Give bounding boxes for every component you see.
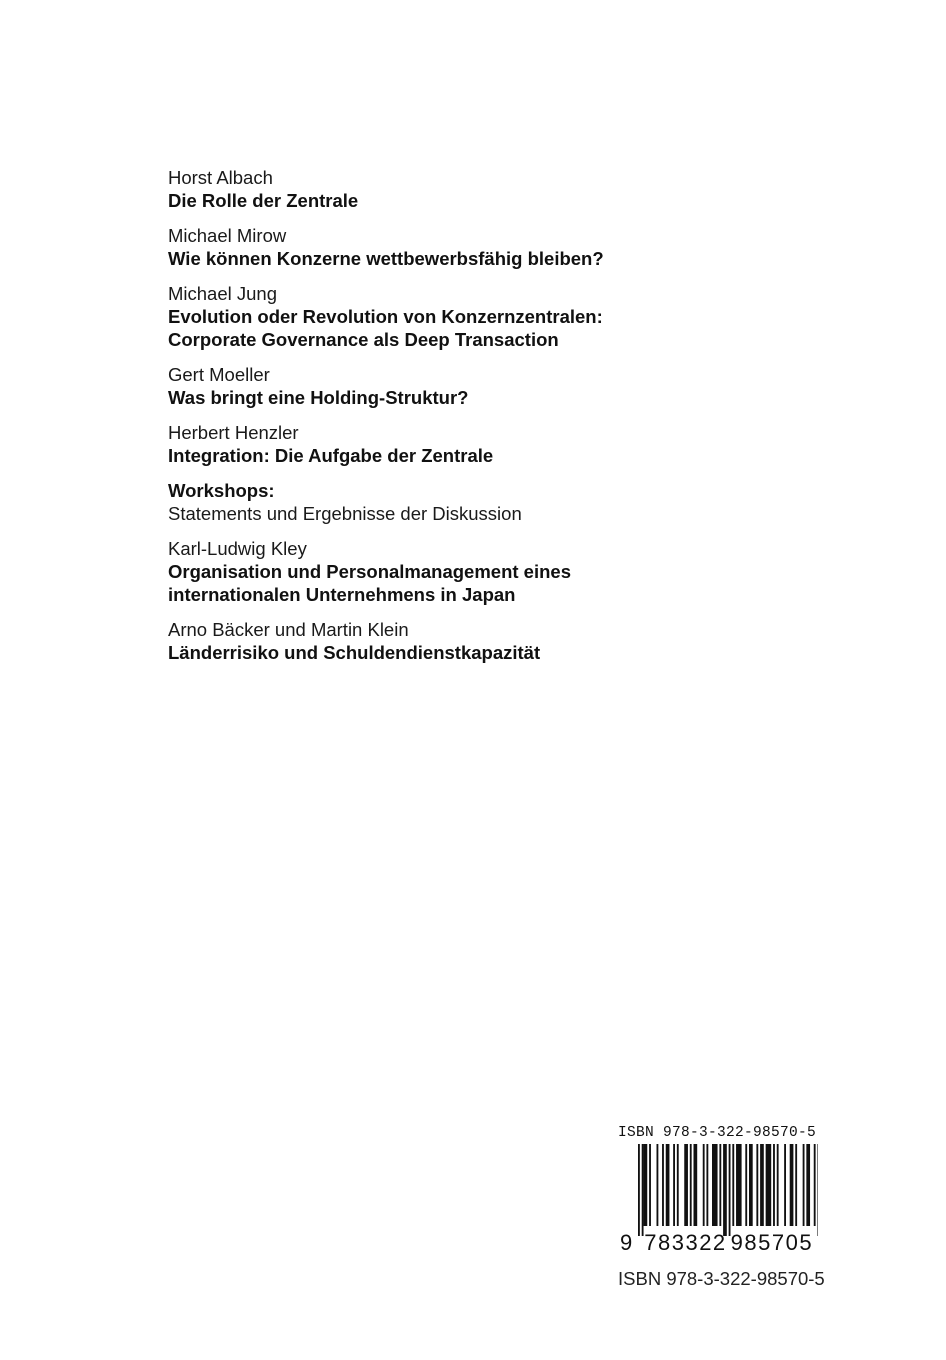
barcode-bar bbox=[745, 1144, 747, 1226]
workshops-heading: Workshops: bbox=[168, 480, 275, 501]
barcode-bar bbox=[694, 1144, 698, 1226]
contents-entry bbox=[168, 421, 868, 467]
barcode-bar bbox=[703, 1144, 705, 1226]
barcode-bar bbox=[723, 1144, 727, 1236]
contents-entry bbox=[168, 618, 868, 664]
entry-author: Arno Bäcker und Martin Klein bbox=[168, 619, 409, 640]
barcode-bar bbox=[719, 1144, 721, 1226]
barcode-bar bbox=[690, 1144, 692, 1226]
barcode-bar bbox=[706, 1144, 708, 1226]
barcode-bar bbox=[673, 1144, 675, 1226]
entry-title-line: Die Rolle der Zentrale bbox=[168, 190, 359, 211]
barcode-bar bbox=[657, 1144, 659, 1226]
contents-entry bbox=[168, 537, 868, 606]
entry-author: Gert Moeller bbox=[168, 364, 270, 385]
barcode-bar bbox=[784, 1144, 786, 1226]
isbn-barcode bbox=[618, 1124, 818, 1255]
entry-title bbox=[168, 641, 868, 664]
entry-title bbox=[168, 189, 868, 212]
entry-title-line: Was bringt eine Holding-Struktur? bbox=[168, 387, 469, 408]
barcode-bar bbox=[806, 1144, 810, 1226]
barcode-bar bbox=[642, 1144, 644, 1236]
workshops-subtitle: Statements und Ergebnisse der Diskussion bbox=[168, 503, 522, 524]
barcode-bar bbox=[803, 1144, 805, 1226]
entry-title bbox=[168, 247, 868, 270]
barcode-bar bbox=[638, 1144, 640, 1236]
barcode-bar bbox=[684, 1144, 688, 1226]
contents-entry bbox=[168, 224, 868, 270]
isbn-footer: ISBN 978-3-322-98570-5 bbox=[618, 1268, 825, 1289]
contents-list bbox=[168, 166, 868, 676]
contents-entry bbox=[168, 363, 868, 409]
barcode-bar bbox=[756, 1144, 758, 1226]
barcode-bar bbox=[712, 1144, 718, 1226]
barcode-bar bbox=[790, 1144, 794, 1226]
barcode-digit-group-2: 985705 bbox=[730, 1230, 814, 1255]
contents-entry bbox=[168, 282, 868, 351]
entry-title-line: internationalen Unternehmens in Japan bbox=[168, 584, 516, 605]
entry-author: Michael Mirow bbox=[168, 225, 287, 246]
entry-title bbox=[168, 560, 868, 606]
entry-author: Michael Jung bbox=[168, 283, 278, 304]
entry-title-line: Corporate Governance als Deep Transaction bbox=[168, 329, 559, 350]
barcode-bar bbox=[729, 1144, 731, 1236]
barcode-bar bbox=[736, 1144, 742, 1226]
entry-author: Horst Albach bbox=[168, 167, 273, 188]
entry-title-line: Evolution oder Revolution von Konzernzentralen: bbox=[168, 306, 603, 327]
barcode-bar bbox=[795, 1144, 797, 1226]
barcode-bar bbox=[766, 1144, 772, 1226]
barcode-bar bbox=[814, 1144, 816, 1226]
entry-author: Herbert Henzler bbox=[168, 422, 299, 443]
barcode-bar bbox=[732, 1144, 734, 1226]
entry-title-line: Länderrisiko und Schuldendienstkapazität bbox=[168, 642, 541, 663]
entry-title-line: Organisation und Personalmanagement eines bbox=[168, 561, 571, 582]
entry-title bbox=[168, 444, 868, 467]
entry-title bbox=[168, 305, 868, 351]
barcode-bar bbox=[817, 1144, 818, 1236]
entry-author: Karl-Ludwig Kley bbox=[168, 538, 307, 559]
barcode-isbn-label: ISBN 978-3-322-98570-5 bbox=[618, 1125, 817, 1141]
entry-title-line: Integration: Die Aufgabe der Zentrale bbox=[168, 445, 494, 466]
entry-title-line: Wie können Konzerne wettbewerbsfähig bleiben? bbox=[168, 248, 604, 269]
barcode-digits bbox=[620, 1232, 813, 1254]
barcode-digit-group-1: 783322 bbox=[644, 1230, 727, 1255]
barcode-bar bbox=[749, 1144, 753, 1226]
barcode-bar bbox=[677, 1144, 679, 1226]
barcode-bar bbox=[760, 1144, 764, 1226]
barcode-bar bbox=[649, 1144, 651, 1226]
barcode-bar bbox=[773, 1144, 775, 1226]
barcode-bar bbox=[666, 1144, 670, 1226]
barcode-lead-digit: 9 bbox=[620, 1230, 633, 1255]
workshops-entry bbox=[168, 479, 868, 525]
barcode-bar bbox=[662, 1144, 664, 1226]
barcode-bar bbox=[777, 1144, 779, 1226]
barcode-bar bbox=[644, 1144, 648, 1226]
entry-title bbox=[168, 386, 868, 409]
contents-entry bbox=[168, 166, 868, 212]
